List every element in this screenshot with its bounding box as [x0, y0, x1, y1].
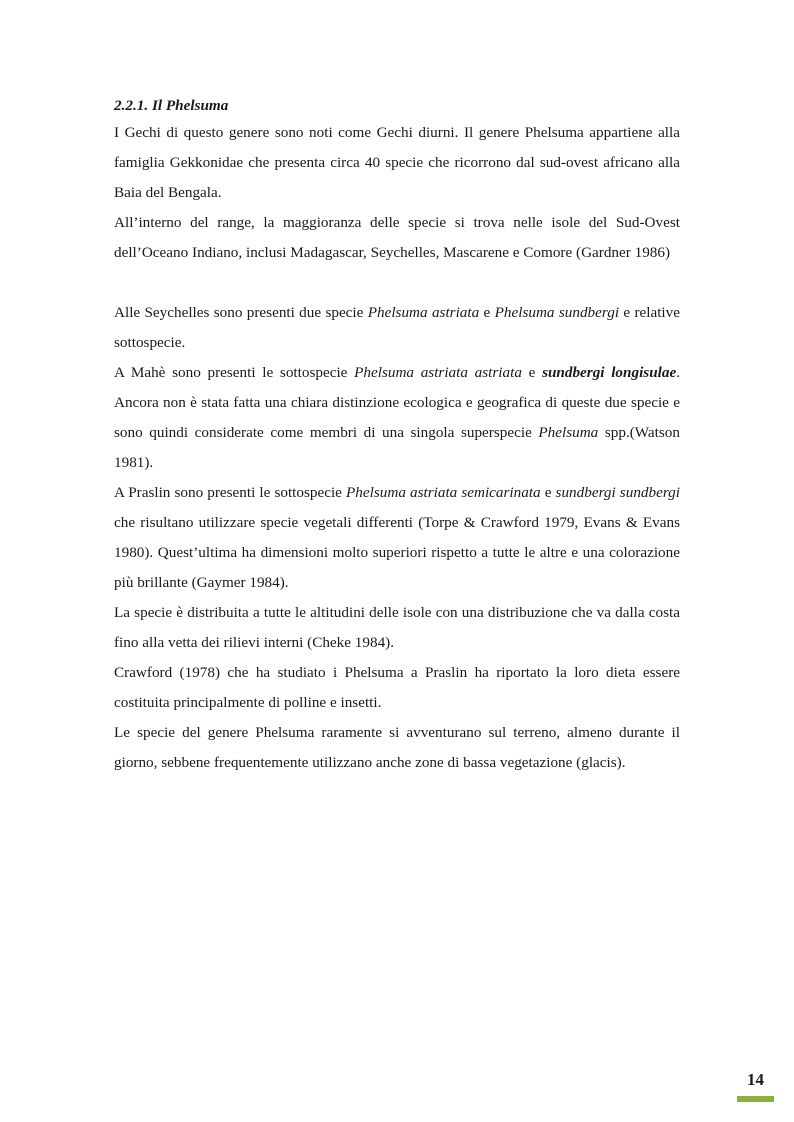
paragraph-5-text: A Praslin sono presenti le sottospecie — [114, 484, 347, 501]
species-name: Phelsuma astriata astriata — [354, 364, 522, 381]
section-heading: 2.2.1. Il Phelsuma — [114, 97, 229, 114]
paragraph-4-text: A Mahè sono presenti le sottospecie — [114, 364, 355, 381]
paragraph-4-text: spp.(Watson 1981). — [114, 424, 680, 471]
species-name: Phelsuma astriata — [367, 304, 480, 321]
paragraph-3-text: e — [479, 304, 495, 321]
page-number-badge — [737, 1066, 774, 1102]
species-name: sundbergi sundbergi — [555, 484, 680, 501]
paragraph-4-text: . Ancora non è stata fatta una chiara distinzione ecologica e geografica di queste due specie e sono quindi considerate come membri di una singola superspecie — [114, 364, 680, 441]
species-name: Phelsuma sundbergi — [494, 304, 620, 321]
species-name: Phelsuma astriata semicarinata — [346, 484, 541, 501]
paragraph-5-text: che risultano utilizzare specie vegetali differenti (Torpe & Crawford 1979, Evans & Evans 1980). Quest’ultima ha dimensioni molto superiori rispetto a tutte le altre e una colorazione più brillante (Gaymer 1984). — [114, 514, 680, 591]
species-name: Phelsuma — [538, 424, 599, 441]
paragraph-6: La specie è distribuita a tutte le altitudini delle isole con una distribuzione che va dalla costa fino alla vetta dei rilievi interni (Cheke 1984). — [114, 604, 680, 651]
page-number-accent-bar — [737, 1096, 774, 1102]
species-name: sundbergi longisulae — [542, 364, 677, 381]
paragraph-1: I Gechi di questo genere sono noti come Gechi diurni. Il genere Phelsuma appartiene alla famiglia Gekkonidae che presenta circa 40 specie che ricorrono dal sud-ovest africano alla Baia del Bengala. — [114, 124, 680, 201]
paragraph-3 — [114, 298, 680, 358]
page-number: 14 — [747, 1070, 764, 1089]
paragraph-5 — [114, 478, 680, 598]
page-body — [114, 94, 680, 778]
paragraph-5-text: e — [540, 484, 556, 501]
paragraph-3-text: e relative sottospecie. — [114, 304, 680, 351]
paragraph-4-text: e — [521, 364, 543, 381]
paragraph-2: All’interno del range, la maggioranza delle specie si trova nelle isole del Sud-Ovest dell’Oceano Indiano, inclusi Madagascar, Seychelles, Mascarene e Comore (Gardner 1986) — [114, 214, 680, 261]
paragraph-8: Le specie del genere Phelsuma raramente si avventurano sul terreno, almeno durante il giorno, sebbene frequentemente utilizzano anche zone di bassa vegetazione (glacis). — [114, 724, 680, 771]
paragraph-7: Crawford (1978) che ha studiato i Phelsuma a Praslin ha riportato la loro dieta essere costituita principalmente di polline e insetti. — [114, 664, 680, 711]
paragraph-4 — [114, 358, 680, 478]
paragraph-3-text: Alle Seychelles sono presenti due specie — [114, 304, 368, 321]
